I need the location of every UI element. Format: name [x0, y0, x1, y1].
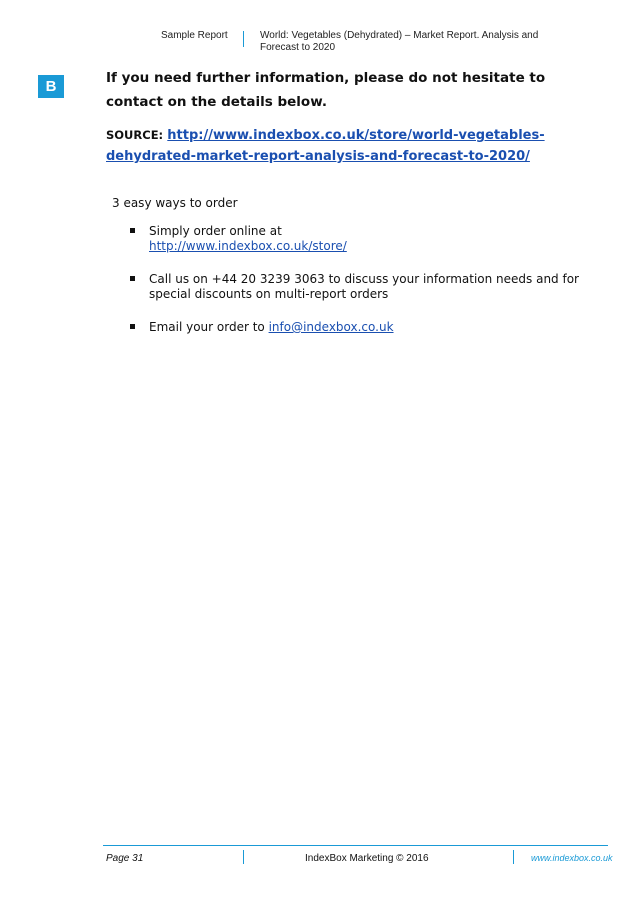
- footer-copyright: IndexBox Marketing © 2016: [305, 853, 429, 864]
- footer-separator: [243, 850, 244, 864]
- footer-page-number: Page 31: [106, 853, 144, 864]
- source-block: [106, 125, 576, 167]
- list-item: [130, 320, 590, 335]
- order-list: [130, 224, 590, 353]
- header-title-line1: World: Vegetables (Dehydrated) – Market Report. Analysis and: [260, 30, 539, 41]
- header-title: [260, 30, 560, 54]
- source-link[interactable]: [106, 128, 545, 164]
- footer-website-link[interactable]: www.indexbox.co.uk: [531, 853, 613, 863]
- email-link[interactable]: info@indexbox.co.uk: [268, 320, 394, 334]
- order-item-text: Call us on +44 20 3239 3063 to discuss your information needs and for special discounts on multi-report orders: [149, 272, 579, 301]
- list-item: [130, 272, 590, 302]
- store-link[interactable]: http://www.indexbox.co.uk/store/: [149, 239, 347, 253]
- footer-divider: [103, 845, 608, 846]
- order-item-text: Simply order online at: [149, 224, 282, 238]
- source-label: SOURCE:: [106, 128, 164, 142]
- source-link-line1: http://www.indexbox.co.uk/store/world-vegetables-: [167, 128, 545, 143]
- header-divider: [243, 31, 244, 47]
- order-heading: 3 easy ways to order: [112, 196, 238, 210]
- header-sample-report: Sample Report: [161, 30, 228, 41]
- bullet-icon: [130, 324, 135, 329]
- header-title-line2: Forecast to 2020: [260, 42, 336, 53]
- order-item-text: Email your order to: [149, 320, 269, 334]
- footer-separator: [513, 850, 514, 864]
- list-item: [130, 224, 590, 254]
- bullet-icon: [130, 276, 135, 281]
- bullet-icon: [130, 228, 135, 233]
- source-link-line2: dehydrated-market-report-analysis-and-forecast-to-2020/: [106, 149, 530, 164]
- indexbox-logo-icon: B: [38, 75, 64, 98]
- intro-text: If you need further information, please do not hesitate to contact on the details below.: [106, 70, 546, 110]
